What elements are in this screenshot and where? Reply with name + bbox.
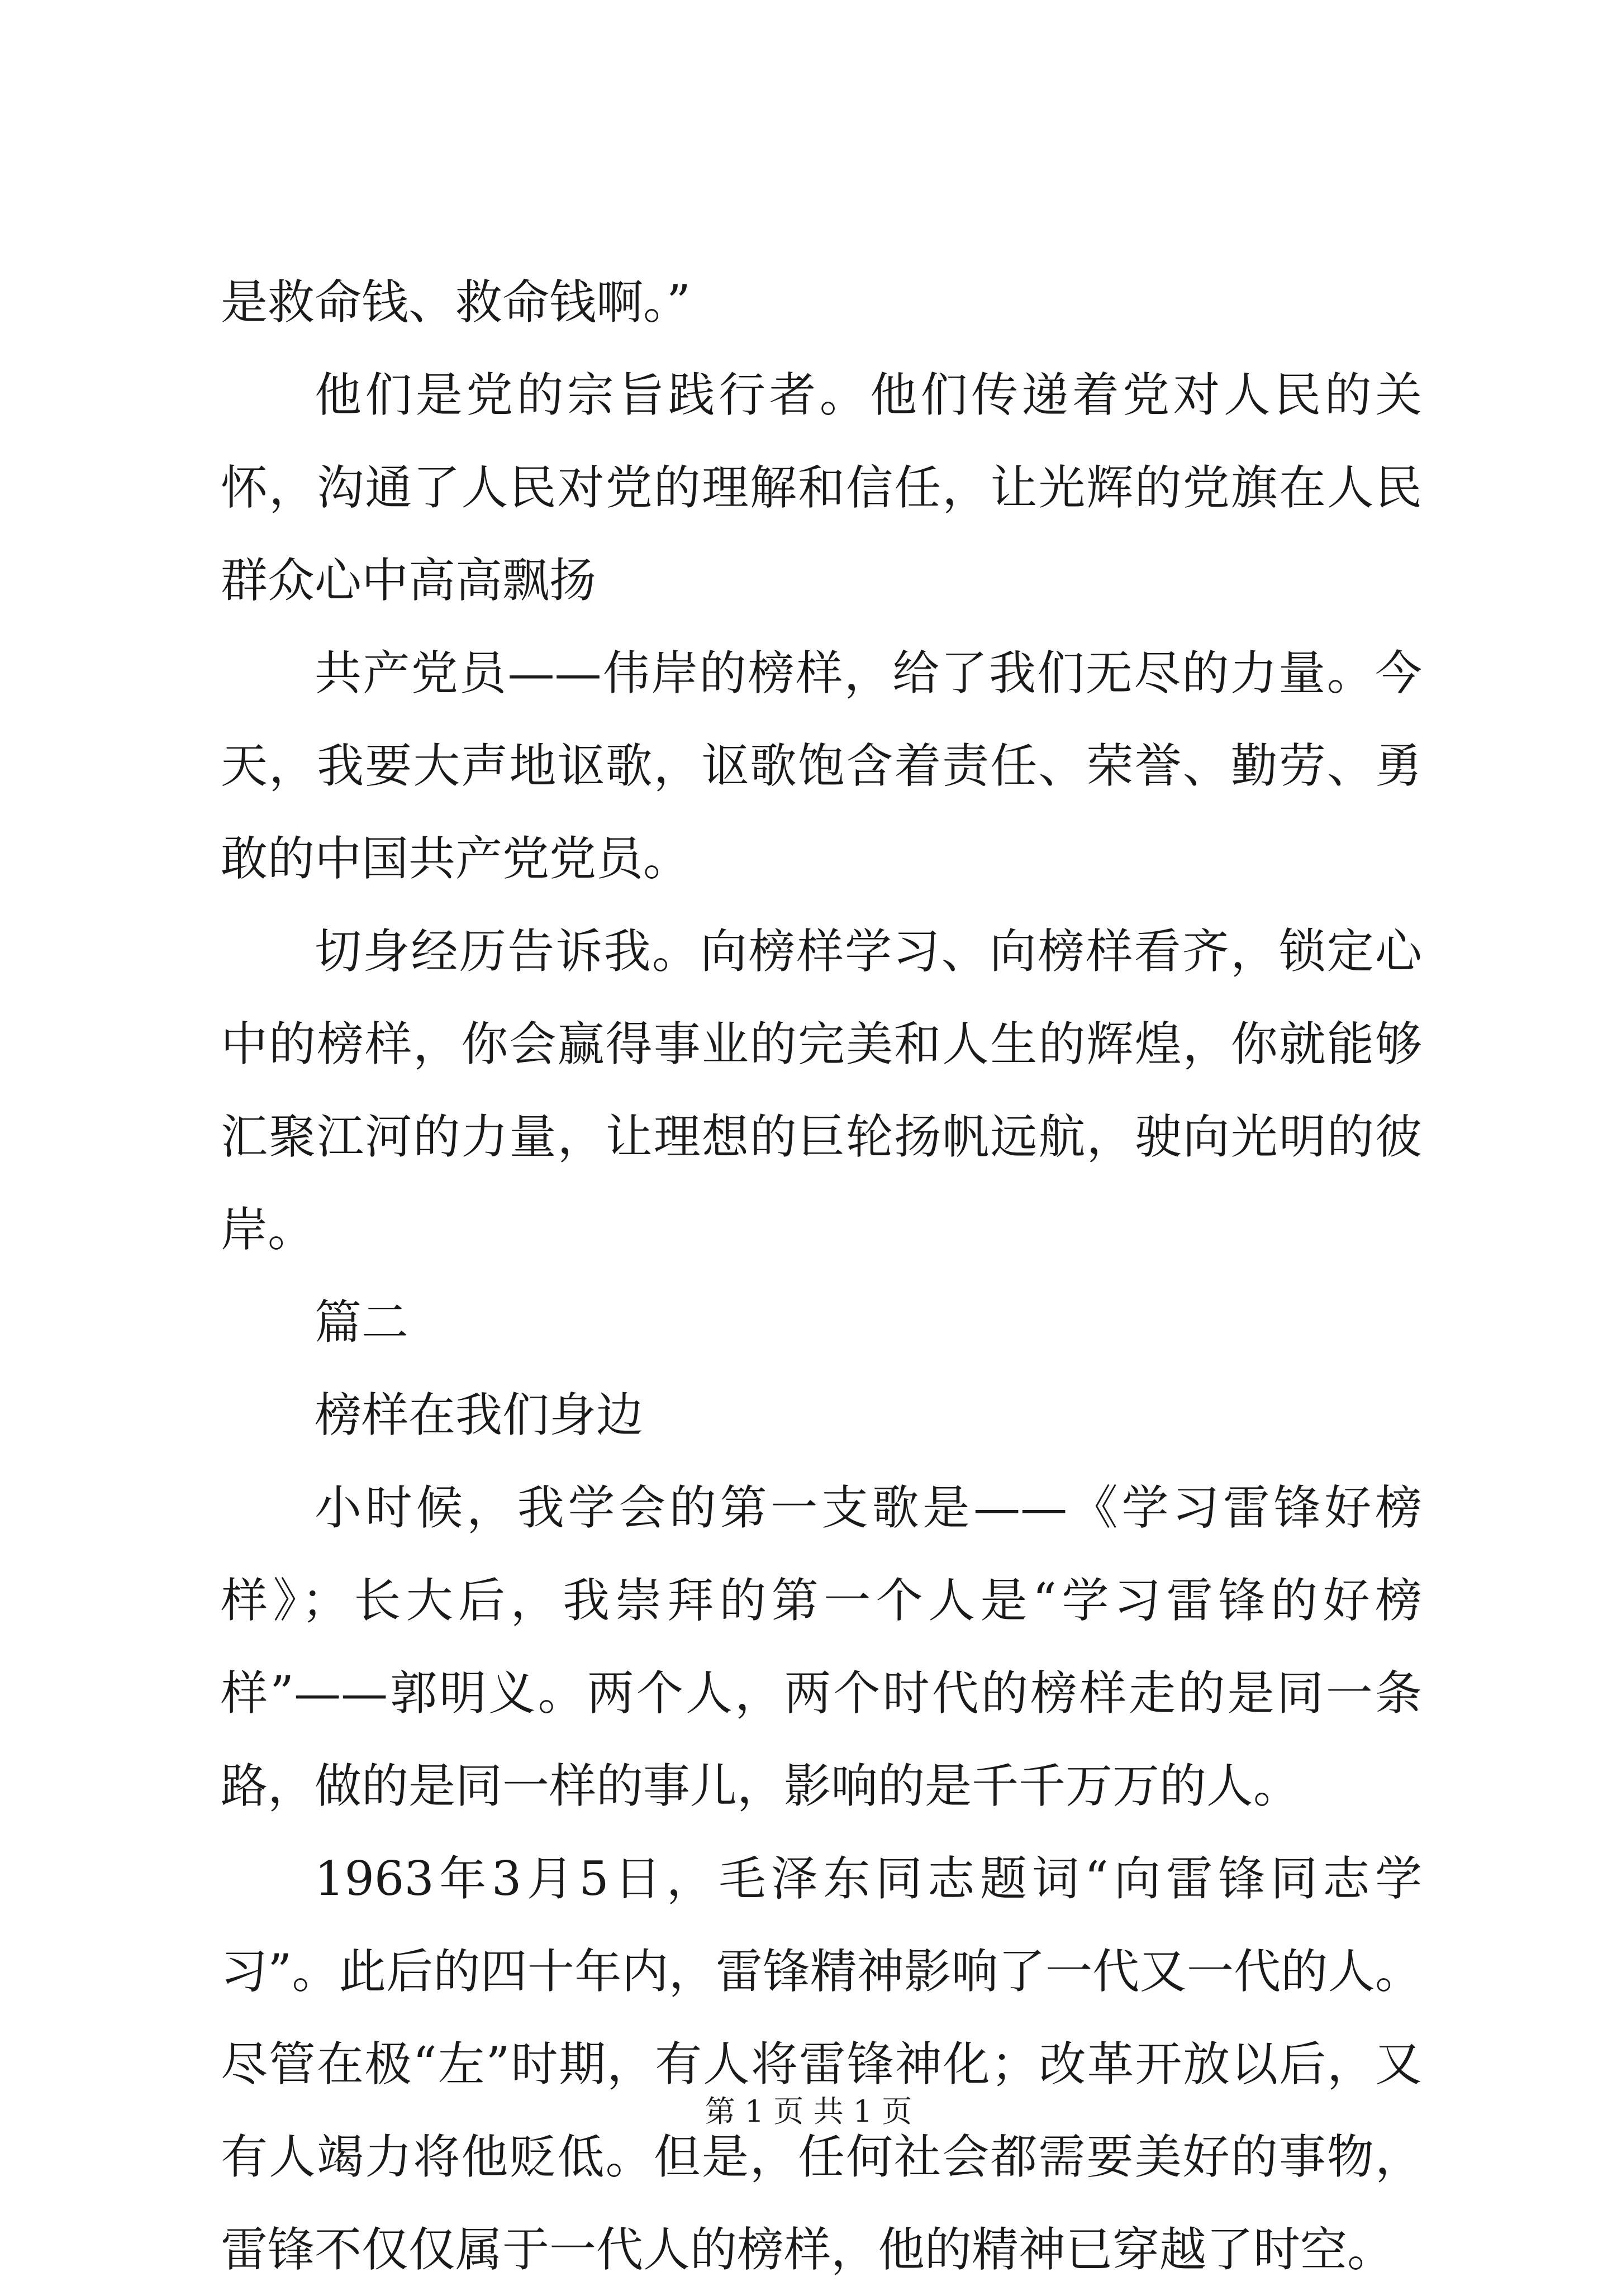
paragraph-3: 共产党员——伟岸的榜样，给了我们无尽的力量。今天，我要大声地讴歌，讴歌饱含着责任、荣誉、勤劳、勇敢的中国共产党党员。: [221, 646, 1422, 886]
page-footer: 第 1 页 共 1 页: [705, 2094, 912, 2129]
paragraph-2: 他们是党的宗旨践行者。他们传递着党对人民的关怀，沟通了人民对党的理解和信任，让光辉的党旗在人民群众心中高高飘扬: [221, 368, 1422, 608]
section-title: 榜样在我们身边: [315, 1388, 644, 1442]
document-body: [221, 256, 1422, 2296]
paragraph-5: 小时候，我学会的第一支歌是——《学习雷锋好榜样》；长大后，我崇拜的第一个人是“学习雷锋的好榜样”——郭明义。两个人，两个时代的榜样走的是同一条路，做的是同一样的事儿，影响的是千千万万的人。: [221, 1480, 1422, 1813]
paragraph-1: 是救命钱、救命钱啊。”: [221, 275, 691, 330]
paragraph-6: 1963年3月5日，毛泽东同志题词“向雷锋同志学习”。此后的四十年内，雷锋精神影响了一代又一代的人。尽管在极“左”时期，有人将雷锋神化；改革开放以后，又有人竭力将他贬低。但是，任何社会都需要美好的事物，雷锋不仅仅属于一代人的榜样，他的精神已穿越了时空。: [221, 1851, 1422, 2277]
paragraph-4: 切身经历告诉我。向榜样学习、向榜样看齐，锁定心中的榜样，你会赢得事业的完美和人生的辉煌，你就能够汇聚江河的力量，让理想的巨轮扬帆远航，驶向光明的彼岸。: [221, 924, 1422, 1257]
section-heading: 篇二: [315, 1295, 409, 1350]
